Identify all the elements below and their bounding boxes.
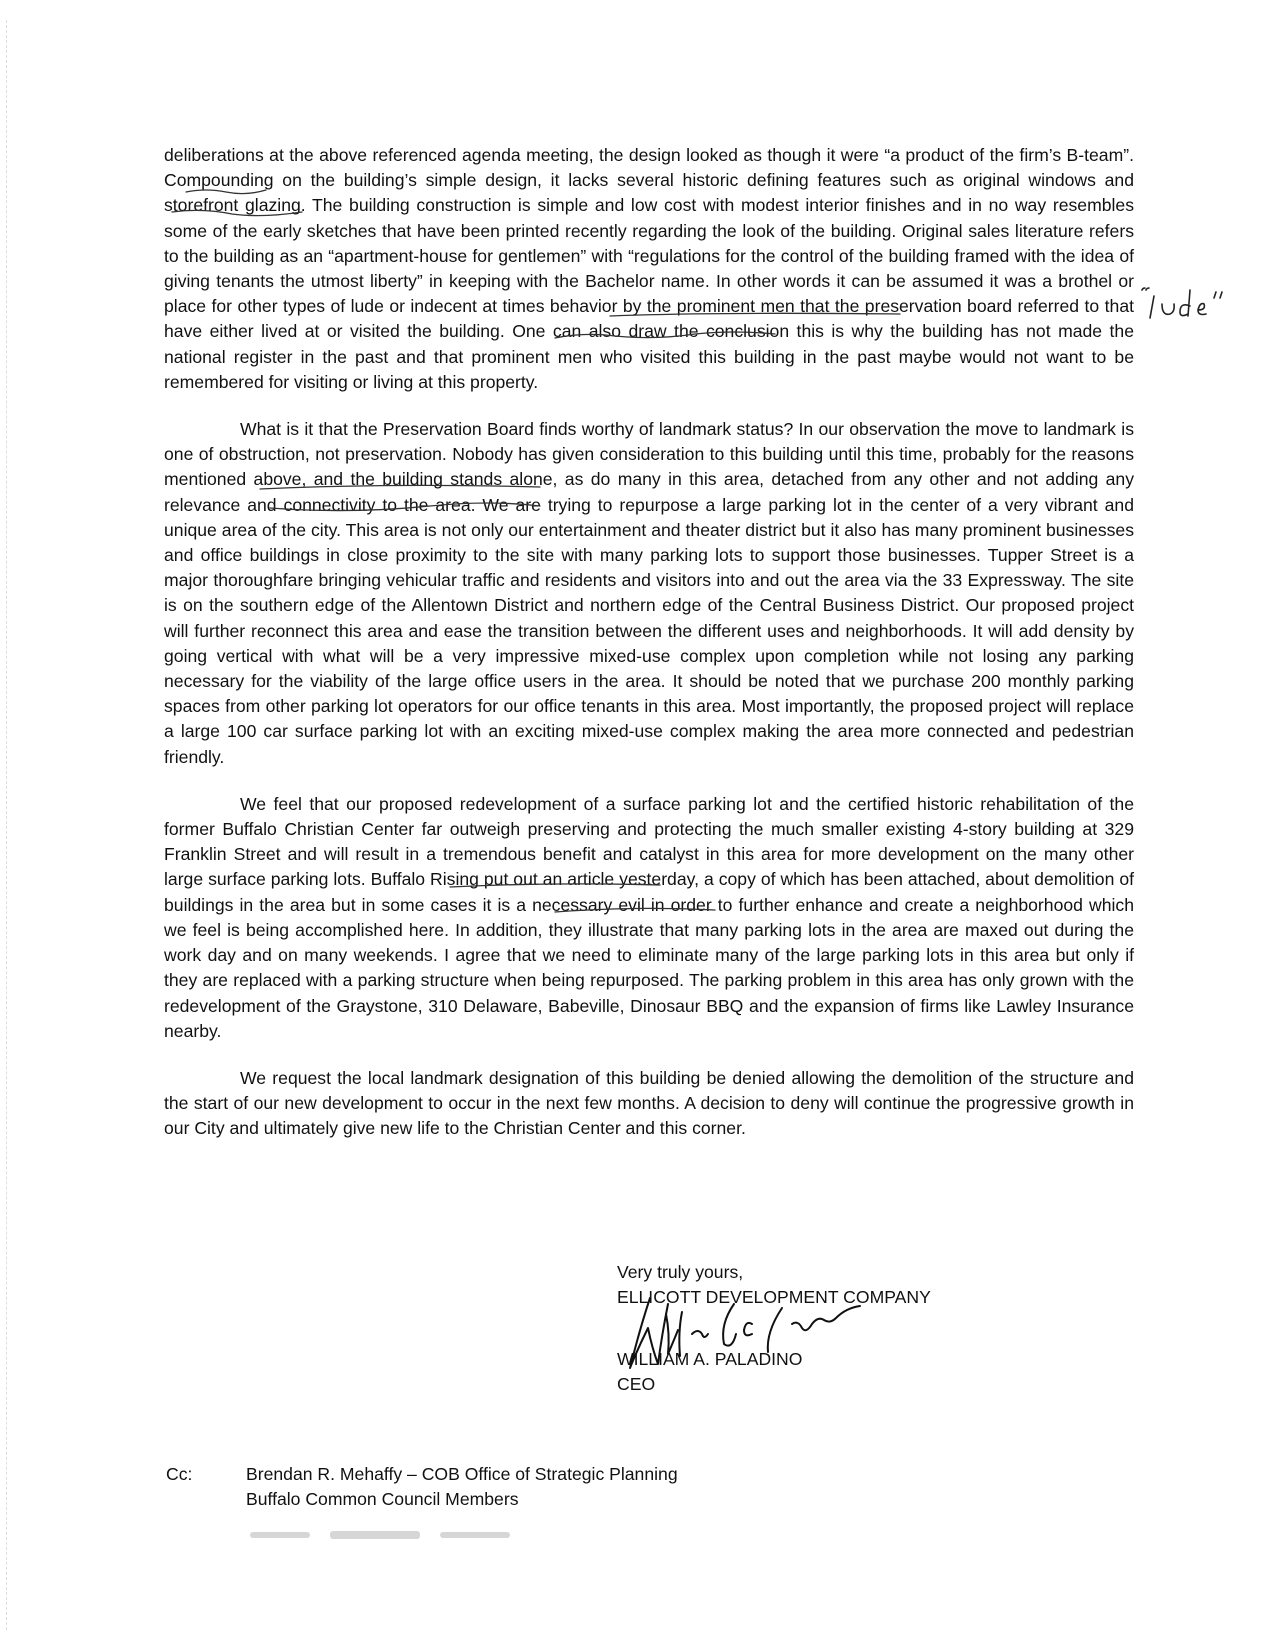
paragraph-2: What is it that the Preservation Board finds worthy of landmark status? In our observation the move to landmark is one of obstruction, not preservation. Nobody has given consideration to this building until this time, probably for the reasons mentioned above, and the building stands alone, as do many in this area, detached from any other and not adding any relevance and connectivity to the area. We are trying to repurpose a large parking lot in the center of a very vibrant and unique area of the city. This area is not only our entertainment and theater district but it also has many prominent businesses and office buildings in close proximity to the site with many parking lots to support those businesses. Tupper Street is a major thoroughfare bringing vehicular traffic and residents and visitors into and out the area via the 33 Expressway. The site is on the southern edge of the Allentown District and northern edge of the Central Business District. Our proposed project will further reconnect this area and ease the transition between the different uses and neighborhoods. It will add density by going vertical with what will be a very impressive mixed-use complex upon completion while not losing any parking necessary for the viability of the large office users in the area. It should be noted that we purchase 200 monthly parking spaces from other parking lot operators for our office tenants in this area. Most importantly, the proposed project will replace a large 100 car surface parking lot with an exciting mixed-use complex making the area more connected and pedestrian friendly.: [164, 419, 1134, 767]
signer-title: CEO: [617, 1374, 656, 1394]
faded-scan-artifact: [250, 1528, 550, 1542]
salutation: Very truly yours,: [617, 1262, 744, 1282]
cc-recipient: Brendan R. Mehaffy – COB Office of Strategic Planning: [246, 1464, 678, 1484]
handwritten-margin-note: [1140, 286, 1250, 326]
paragraph-3: We feel that our proposed redevelopment of a surface parking lot and the certified historic rehabilitation of the former Buffalo Christian Center far outweigh preserving and protecting the much smaller existing 4-story building at 329 Franklin Street and will result in a tremendous benefit and catalyst in this area for more development on the many other large surface parking lots. Buffalo Rising put out an article yesterday, a copy of which has been attached, about demolition of buildings in the area but in some cases it is a necessary evil in order to further enhance and create a neighborhood which we feel is being accomplished here. In addition, they illustrate that many parking lots in the area are maxed out during the work day and on many weekends. I agree that we need to eliminate many of the large parking lots in this area but only if they are replaced with a parking structure when being repurposed. The parking problem in this area has only grown with the redevelopment of the Graystone, 310 Delaware, Babeville, Dinosaur BBQ and the expansion of firms like Lawley Insurance nearby.: [164, 793, 1134, 1041]
cc-recipient: Buffalo Common Council Members: [246, 1489, 519, 1509]
cc-recipients: [246, 1462, 678, 1512]
company-name: ELLICOTT DEVELOPMENT COMPANY: [617, 1287, 931, 1307]
scan-edge-artifact: [6, 20, 9, 1630]
paragraph-4: We request the local landmark designation of this building be denied allowing the demolition of the structure and the start of our new development to occur in the next few months. A decision to deny will continue the progressive growth in our City and ultimately give new life to the Christian Center and this corner.: [164, 1067, 1134, 1139]
signer-name: WILLIAM A. PALADINO: [617, 1349, 803, 1369]
letter-body: [164, 143, 1134, 1164]
cc-label: Cc:: [166, 1464, 193, 1484]
paragraph-1: deliberations at the above referenced agenda meeting, the design looked as though it were “a product of the firm’s B-team”. Compounding on the building’s simple design, it lacks several historic defining features such as original windows and storefront glazing. The building construction is simple and low cost with modest interior finishes and in no way resembles some of the early sketches that have been printed recently regarding the look of the building. Original sales literature refers to the building as an “apartment-house for gentlemen” with “regulations for the control of the building framed with the idea of giving tenants the utmost liberty” in keeping with the Bachelor name. In other words it can be assumed it was a brothel or place for other types of lude or indecent at times behavior by the prominent men that the preservation board referred to that have either lived at or visited the building. One can also draw the conclusion this is why the building has not made the national register in the past and that prominent men who visited this building in the past maybe would not want to be remembered for visiting or living at this property.: [164, 145, 1134, 392]
handwritten-signature: [622, 1294, 892, 1374]
